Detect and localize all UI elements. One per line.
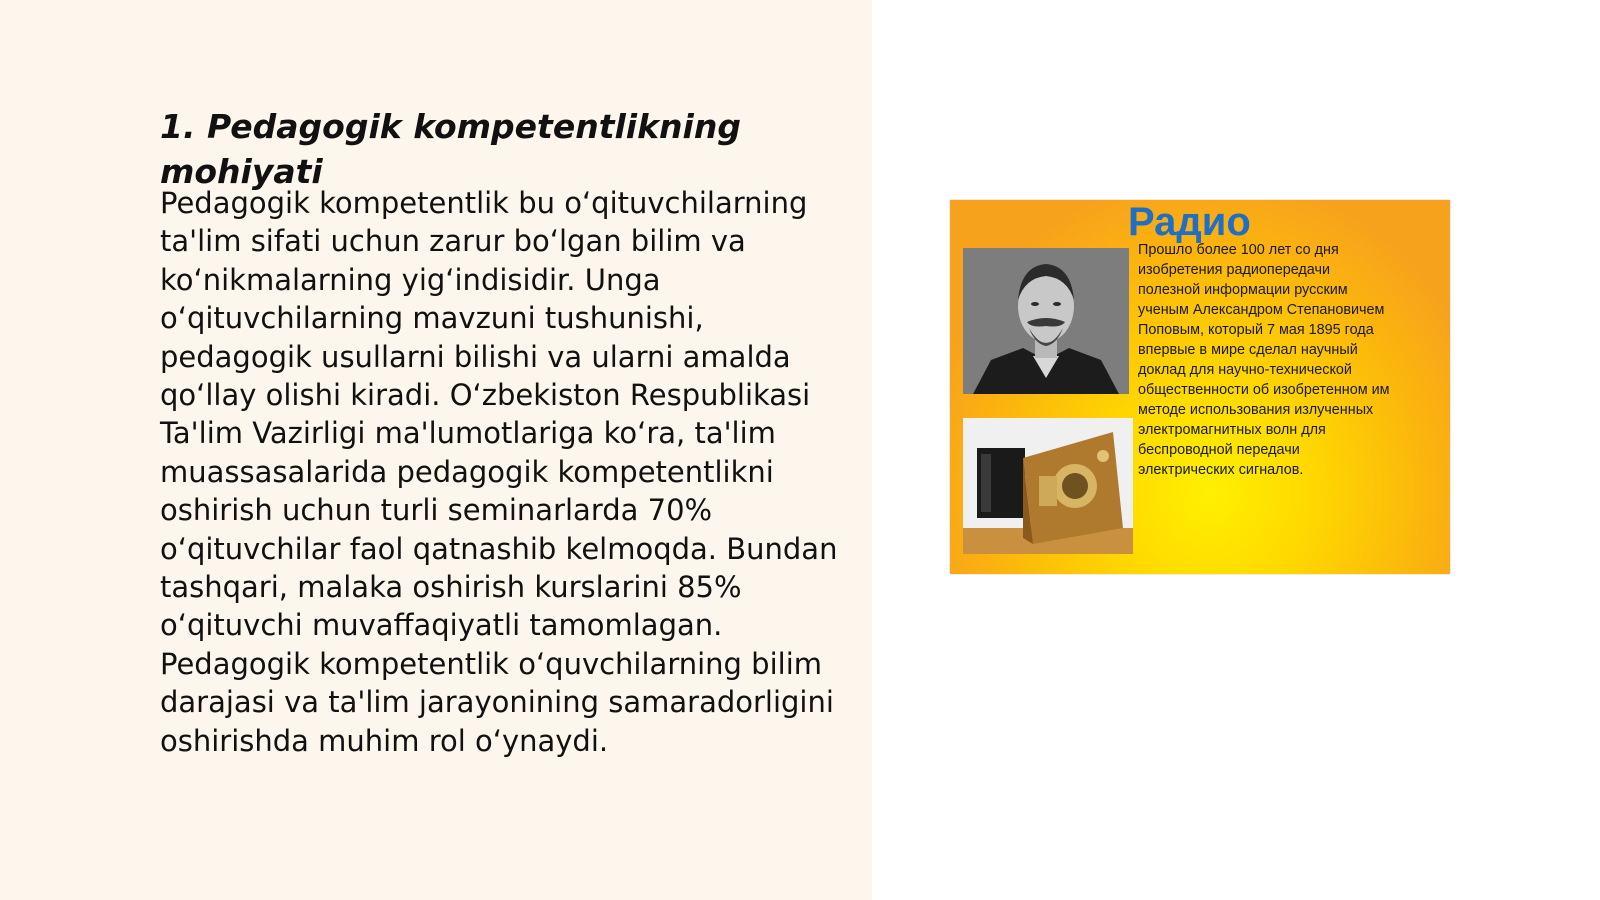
- caption-line: Прошло более 100 лет со дня: [1138, 242, 1339, 258]
- caption-line: электромагнитных волн для: [1138, 422, 1326, 438]
- caption-line: ученым Александром Степановичем: [1138, 302, 1385, 318]
- caption-line: беспроводной передачи: [1138, 442, 1300, 458]
- portrait-photo: [963, 248, 1129, 394]
- radio-info-image: [950, 200, 1450, 574]
- caption-line: изобретения радиопередачи: [1138, 262, 1331, 278]
- caption-line: доклад для научно-технической: [1138, 362, 1352, 378]
- slide-title: 1. Pedagogik kompetentlikning mohiyati: [160, 107, 741, 191]
- caption-line: впервые в мире сделал научный: [1138, 342, 1358, 358]
- image-heading: Радио: [1128, 200, 1251, 244]
- caption-line: полезной информации русским: [1138, 282, 1348, 298]
- caption-line: Поповым, который 7 мая 1895 года: [1138, 322, 1374, 338]
- caption-line: электрических сигналов.: [1138, 462, 1304, 478]
- caption-line: методе использования излученных: [1138, 402, 1374, 418]
- slide-body-text: Pedagogik kompetentlik bu o‘qituvchilarning ta'lim sifati uchun zarur bo‘lgan bilim va ko‘nikmalarning yig‘indisidir. Unga o‘qituvchilarning mavzuni tushunishi, pedagogik usullarni bilishi va ularni amalda qo‘llay olishi kiradi. O‘zbekiston Respublikasi Ta'lim Vazirligi ma'lumotlariga ko‘ra, ta'lim muassasalarida pedagogik kompetentlikni oshirish uchun turli seminarlarda 70% o‘qituvchilar faol qatnashib kelmoqda. Bundan tashqari, malaka oshirish kurslarini 85% o‘qituvchi muvaffaqiyatli tamomlagan. Pedagogik kompetentlik o‘quvchilarning bilim darajasi va ta'lim jarayonining samaradorligini oshirishda muhim rol o‘ynaydi.: [160, 186, 838, 758]
- image-caption-text: [1138, 240, 1444, 480]
- caption-line: общественности об изобретенном им: [1138, 382, 1390, 398]
- radio-device-photo: [963, 418, 1133, 554]
